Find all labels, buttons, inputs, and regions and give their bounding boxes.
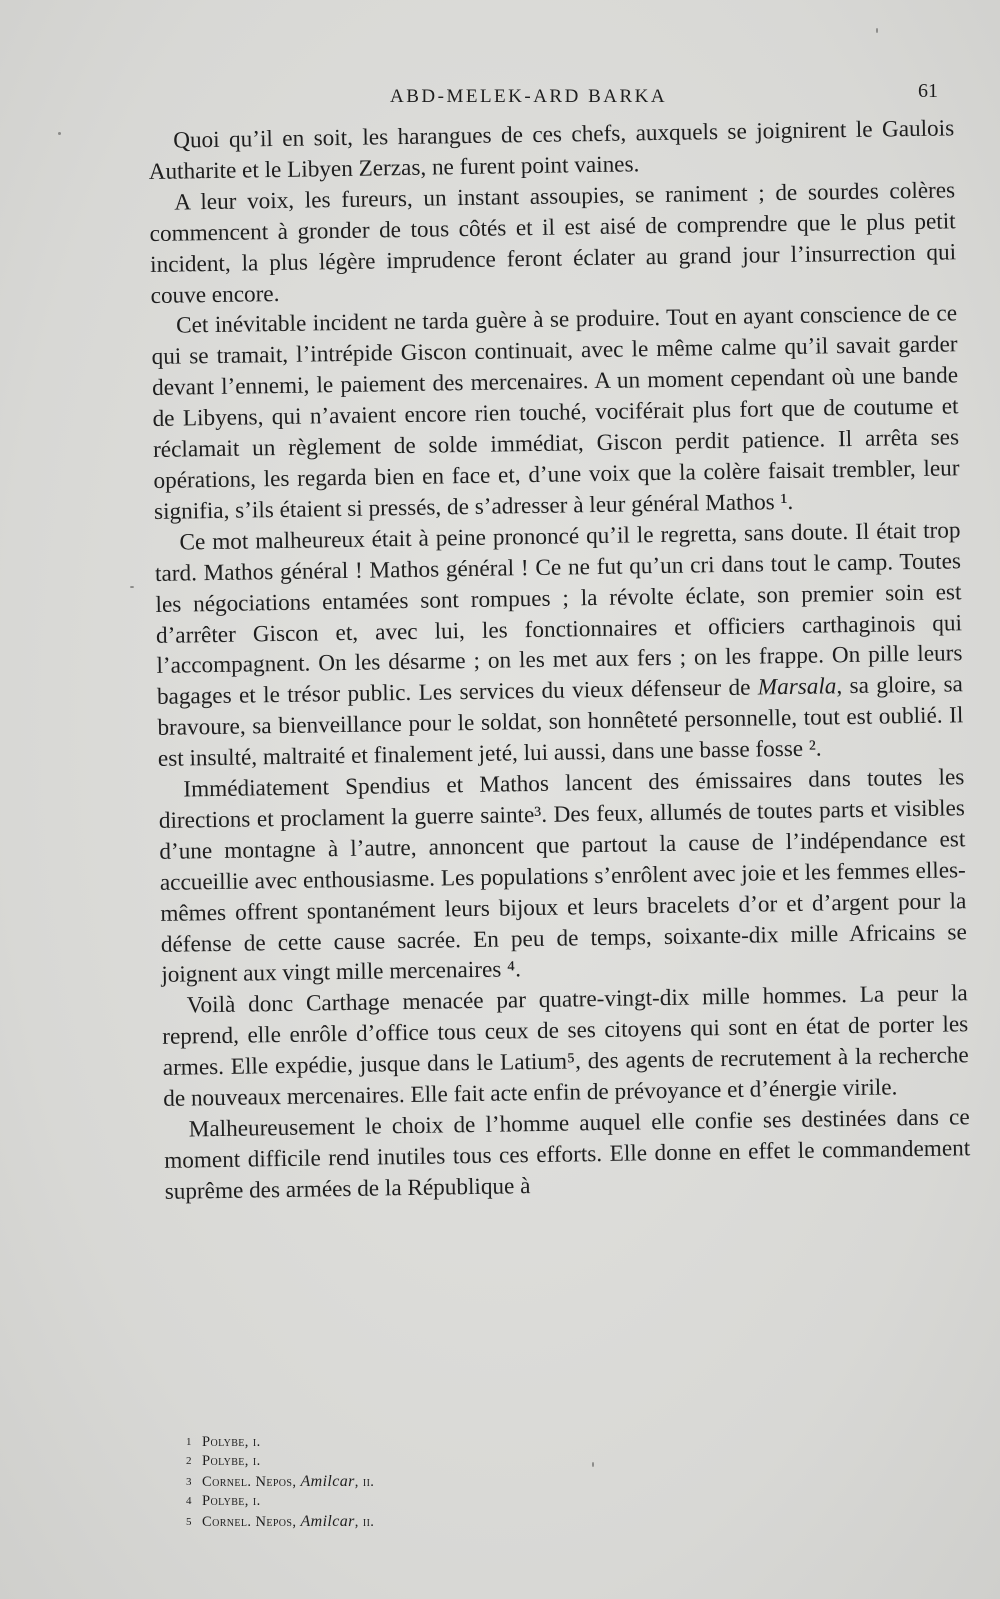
footnote-4 xyxy=(186,1492,686,1511)
footnote-tail: , ii. xyxy=(354,1513,375,1530)
scan-speck xyxy=(876,28,878,33)
footnote-2 xyxy=(186,1452,686,1471)
footnote-number: 1 xyxy=(186,1436,192,1448)
paragraph-5: Immédiatement Spendius et Mathos lancent des émissaires dans toutes les directions et proclament la guerre sainte³. Des feux, allumés de toutes parts et visibles d’une montagne à l’autre, annoncent que partout la cause de l’indépendance est accueillie avec enthousiasme. Les populations s’enrôlent avec joie et les femmes elles-mêmes offrent spontanément leurs bijoux et leurs bracelets d’or et d’argent pour la défense de cette cause sacrée. En peu de temps, soixante-dix mille Africains se joignent aux vingt mille mercenaires ⁴. xyxy=(158,764,967,989)
scan-speck xyxy=(592,1462,594,1467)
footnote-number: 5 xyxy=(186,1515,192,1528)
footnote-tail: , ii. xyxy=(354,1473,375,1490)
footnote-3 xyxy=(186,1472,686,1492)
footnote-number: 4 xyxy=(186,1495,192,1508)
paragraph-7: Malheureusement le choix de l’homme auquel elle confie ses destinées dans ce moment difficile rend inutiles tous ces efforts. Elle donne en effet le commandement suprême des armées de la République à xyxy=(164,1104,971,1205)
running-title: ABD-MELEK-ARD BARKA xyxy=(390,86,668,107)
paragraph-1: Quoi qu’il en soit, les harangues de ces chefs, auxquels se joignirent le Gaulois Autharite et le Libyen Zerzas, ne furent point vaines. xyxy=(148,115,955,185)
footnote-italic: Amilcar xyxy=(300,1472,355,1490)
paragraph-3: Cet inévitable incident ne tarda guère à se produire. Tout en ayant conscience de ce qui se tramait, l’intrépide Giscon continuait, avec le même calme qu’il savait garder devant l’ennemi, le paiement des mercenaires. A un moment cependant où une bande de Libyens, qui n’avaient encore rien touché, vociférait plus fort que de coutume et réclamait un règlement de solde immédiat, Giscon perdit patience. Il arrêta ses opérations, les regarda bien en face et, d’une voix que la colère faisait trembler, leur signifia, s’ils étaient si pressés, de s’adresser à leur général Mathos ¹. xyxy=(151,300,960,525)
footnotes xyxy=(186,1433,686,1532)
scan-speck xyxy=(58,132,61,135)
paragraph-4: Ce mot malheureux était à peine prononcé qu’il le regretta, sans doute. Il était trop tard. Mathos général ! Mathos général ! Ce ne fut qu’un cri dans tout le camp. Toutes les négociations entamées sont rompues ; la révolte éclate, son premier soin est d’arrêter Giscon et, avec lui, les fonctionnaires et officiers carthaginois qui l’accompagnent. On les désarme ; on les met aux fers ; on les frappe. On pille leurs bagages et le trésor public. Les services du vieux défenseur de Marsala, sa gloire, sa bravoure, sa bienveillance pour le soldat, son honnêteté personnelle, tout est oublié. Il est insulté, maltraité et finalement jeté, lui aussi, dans une basse fosse ². xyxy=(154,517,964,773)
footnote-1 xyxy=(186,1433,686,1452)
page-number: 61 xyxy=(918,80,938,102)
footnote-text: Polybe, i. xyxy=(202,1493,261,1510)
place-name-italic: Marsala xyxy=(757,673,837,701)
footnote-italic: Amilcar xyxy=(300,1512,355,1530)
paragraph-6: Voilà donc Carthage menacée par quatre-vingt-dix mille hommes. La peur la reprend, elle enrôle d’office tous ceux de ses citoyens qui sont en état de porter les armes. Elle expédie, jusque dans le Latium⁵, des agents de recrutement à la recherche de nouveaux mercenaires. Elle fait acte enfin de prévoyance et d’énergie virile. xyxy=(162,980,969,1112)
footnote-number: 3 xyxy=(186,1475,192,1488)
footnote-text: Cornel. Nepos, xyxy=(202,1473,301,1490)
paragraph-2: A leur voix, les fureurs, un instant assoupies, se raniment ; de sourdes colères commencent à gronder de tous côtés et il est aisé de comprendre que le plus petit incident, la plus légère imprudence feront éclater au grand jour l’insurrection qui couve encore. xyxy=(149,177,957,309)
running-header xyxy=(168,80,938,116)
footnote-text: Cornel. Nepos, xyxy=(202,1513,301,1530)
body-text xyxy=(148,113,971,1207)
footnote-5 xyxy=(186,1512,686,1532)
footnote-text: Polybe, i. xyxy=(202,1434,261,1450)
footnote-text: Polybe, i. xyxy=(202,1453,261,1470)
footnote-number: 2 xyxy=(186,1455,192,1468)
scan-speck xyxy=(130,586,134,588)
